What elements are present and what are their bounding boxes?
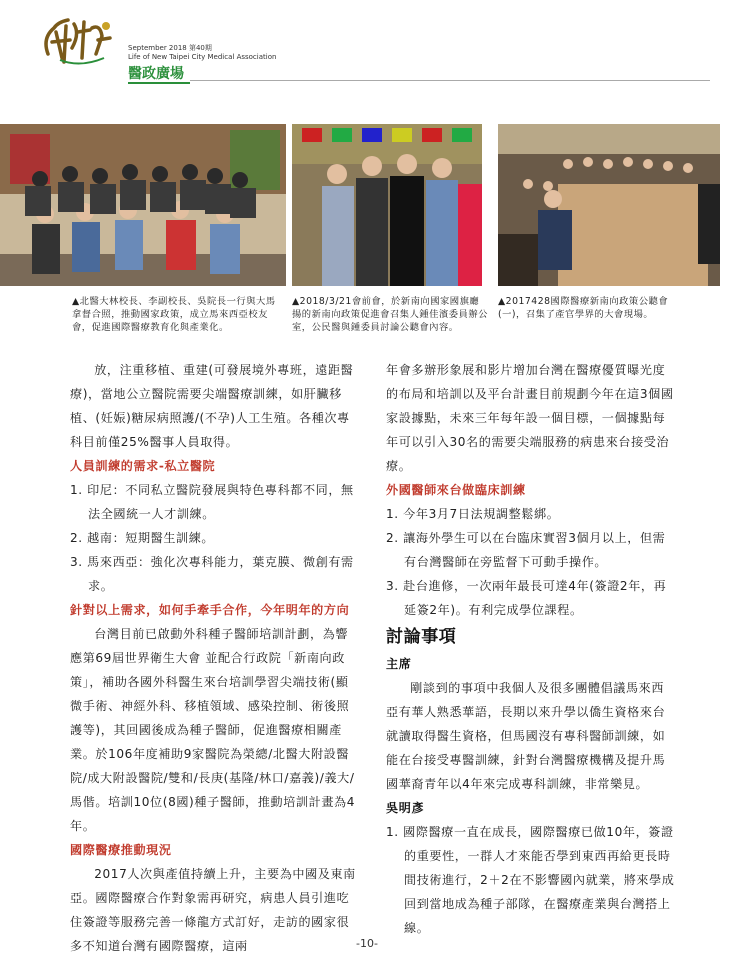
- chair-statement: 剛談到的事項中我個人及很多團體倡議馬來西亞有華人熟悉華語，長期以來升學以僑生資格來台就讀取得醫生資格，但馬國沒有專科醫師訓練，如能在台接受專醫訓練，針對台灣醫療機構及提升馬國華裔青年以4年來完成專科訓練，非常樂見。: [386, 681, 666, 791]
- left-paragraph-2: 台灣目前已啟動外科種子醫師培訓計劃，為響應第69屆世界衛生大會 並配合行政院「新南向政策」，補助各國外科醫生來台培訓學習尖端技術(顯微手術、神經外科、移植領域、感染控制、術後照護等)，其回國後成為種子醫師，促進醫療相關產業。於106年度補助9家醫院為榮總/北醫大附設醫院/成大附設醫院/雙和/長庚(基隆/林口/嘉義)/義大/馬偕。培訓10位(8國)種子醫師，推動培訓計畫為4年。: [70, 627, 355, 833]
- right-paragraph-1: 年會多辦形象展和影片增加台灣在醫療優質曝光度的布局和培訓以及平台計畫目前規劃今年在這3個國家設據點，未來三年每年設一個目標，一個據點每年可以引入30名的需要尖端服務的病患來台接受治療。: [386, 363, 674, 473]
- heading-private-hospital-needs: 人員訓練的需求-私立醫院: [70, 459, 216, 473]
- issue-info: [128, 44, 276, 62]
- list-item-regulation: 1. 今年3月7日法規調整鬆綁。: [386, 507, 560, 521]
- left-paragraph-1: 放，注重移植、重建(可發展境外專班，遠距醫療)，當地公立醫院需要尖端醫療訓練，如肝臟移植、(妊娠)糖尿病照護/(不孕)人工生殖。各種次專科目前僅25%醫事人員取得。: [70, 363, 354, 449]
- header-divider: [190, 80, 710, 81]
- new-taipei-medical-logo: [40, 14, 120, 70]
- heading-cooperation-direction: 針對以上需求，如何手牽手合作，今年明年的方向: [70, 603, 350, 617]
- public-hearing-photo: [498, 124, 720, 286]
- caption-public-hearing: ▲2017428國際醫療新南向政策公聽會(一)，召集了產官學界的大會現場。: [498, 296, 669, 320]
- left-column: [70, 358, 360, 958]
- list-item-international-growth: 1. 國際醫療一直在成長，國際醫療已做10年，簽證的重要性，一群人才來能否學到東西再給更長時間技術進行，2＋2在不影響國內就業，將來學成回到當地成為種子部隊，在醫療產業與台灣搭上線。: [386, 825, 675, 935]
- list-item-vietnam: 2. 越南：短期醫生訓練。: [70, 531, 215, 545]
- right-column: [386, 358, 676, 940]
- group-photo: [0, 124, 286, 286]
- list-item-indonesia: 1. 印尼：不同私立醫院發展與特色專科都不同，無法全國統一人才訓練。: [70, 483, 354, 521]
- meeting-office-photo: [292, 124, 482, 286]
- caption-group-photo: ▲北醫大林校長、李副校長、吳院長一行與大馬拿督合照，推動國家政策，成立馬來西亞校友會，促進國際醫療教育化與產業化。: [72, 296, 276, 333]
- list-item-visa-duration: 3. 赴台進修，一次兩年最長可達4年(簽證2年，再延簽2年)。有利完成學位課程。: [386, 579, 667, 617]
- header-accent-line: [128, 82, 190, 84]
- speaker-chair: 主席: [386, 657, 412, 671]
- left-paragraph-3: 2017人次與產值持續上升，主要為中國及東南亞。國際醫療合作對象需再研究，病患人員引進吃住簽證等服務完善一條龍方式訂好，走訪的國家很多不知道台灣有國際醫療，這兩: [70, 867, 356, 953]
- list-item-malaysia: 3. 馬來西亞：強化次專科能力，葉克膜、微創有需求。: [70, 555, 354, 593]
- heading-international-medical-status: 國際醫療推動現況: [70, 843, 172, 857]
- list-item-clinical-internship: 2. 讓海外學生可以在台臨床實習3個月以上，但需有台灣醫師在旁監督下可動手操作。: [386, 531, 666, 569]
- speaker-wu: 吳明彥: [386, 801, 425, 815]
- issue-label: September 2018 第40期: [128, 44, 212, 52]
- page-number: -10-: [356, 937, 378, 950]
- section-title: 醫政廣場: [128, 66, 184, 82]
- heading-foreign-physician-training: 外國醫師來台做臨床訓練: [386, 483, 526, 497]
- heading-discussion: 討論事項: [386, 627, 457, 647]
- association-label: Life of New Taipei City Medical Association: [128, 53, 277, 61]
- caption-meeting-office: ▲2018/3/21會前會，於新南向國家國旗廳揚的新南向政策促進會召集人鍾佳濱委員辦公室，公民醫與鍾委員討論公聽會內容。: [292, 296, 488, 333]
